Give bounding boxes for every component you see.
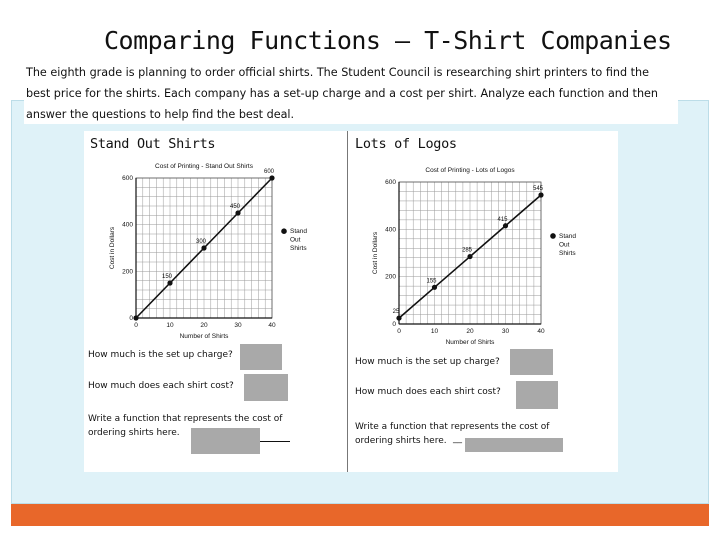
setup-charge-question: How much is the set up charge? xyxy=(355,357,500,367)
y-tick-label: 200 xyxy=(385,273,396,281)
per-shirt-question: How much does each shirt cost? xyxy=(88,381,234,391)
legend-label: Shirts xyxy=(290,245,307,253)
worksheet xyxy=(84,131,618,472)
data-point xyxy=(235,210,240,215)
worksheet-header xyxy=(24,18,678,124)
data-label: 450 xyxy=(229,204,241,210)
function-question: Write a function that represents the cost of ordering shirts here. xyxy=(88,414,283,438)
data-point xyxy=(167,280,172,285)
data-label: 300 xyxy=(195,239,207,245)
company-name: Lots of Logos xyxy=(355,136,457,152)
y-tick-label: 200 xyxy=(122,268,133,276)
data-label: 285 xyxy=(461,247,473,254)
x-tick-label: 40 xyxy=(268,322,276,329)
chart-title: Cost of Printing - Stand Out Shirts xyxy=(155,163,253,170)
data-point xyxy=(467,254,472,259)
y-tick-label: 600 xyxy=(122,175,133,182)
per-shirt-answer xyxy=(516,381,558,409)
answer-line xyxy=(260,441,290,442)
x-tick-label: 10 xyxy=(166,322,174,329)
data-label: 415 xyxy=(497,216,508,223)
data-point xyxy=(269,175,274,180)
legend-marker xyxy=(281,228,287,234)
y-tick-label: 0 xyxy=(392,321,396,328)
y-axis-label: Cost in Dollars xyxy=(372,231,379,275)
function-underscore: __ xyxy=(453,434,462,444)
function-question: Write a function that represents the cost of ordering shirts here. xyxy=(355,422,550,446)
x-tick-label: 20 xyxy=(466,328,474,335)
legend-label: Out xyxy=(290,236,301,244)
setup-charge-answer xyxy=(510,349,553,375)
data-point xyxy=(432,285,437,290)
legend-label: Out xyxy=(559,241,570,249)
data-label: 25 xyxy=(392,309,400,316)
y-axis-label: Cost in Dollars xyxy=(109,226,116,270)
setup-charge-question: How much is the set up charge? xyxy=(88,350,233,360)
data-point xyxy=(133,315,138,320)
company-name: Stand Out Shirts xyxy=(90,136,216,152)
x-tick-label: 20 xyxy=(200,322,208,329)
x-tick-label: 0 xyxy=(134,322,138,329)
data-label: 150 xyxy=(161,274,173,280)
x-axis-label: Number of Shirts xyxy=(445,339,495,346)
x-tick-label: 30 xyxy=(234,322,242,329)
data-point xyxy=(396,315,401,320)
setup-charge-answer xyxy=(240,344,282,370)
y-tick-label: 400 xyxy=(122,221,133,229)
y-tick-label: 0 xyxy=(129,315,133,322)
per-shirt-question: How much does each shirt cost? xyxy=(355,387,501,397)
chart-title: Cost of Printing - Lots of Logos xyxy=(425,167,515,174)
y-tick-label: 400 xyxy=(385,226,396,234)
panel-lots-of-logos xyxy=(349,131,618,472)
x-tick-label: 0 xyxy=(397,328,401,335)
data-point xyxy=(201,245,206,250)
intro-text: The eighth grade is planning to order official shirts. The Student Council is researching shirt printers to find the best price for the shirts. Each company has a set-up charge and a cost per shirt. Analyze each function and then answer the questions to help find the best deal. xyxy=(26,66,659,121)
panel-stand-out-shirts xyxy=(84,131,348,472)
function-answer xyxy=(191,428,260,454)
x-axis-label: Number of Shirts xyxy=(179,333,229,340)
data-label: 155 xyxy=(426,278,437,285)
legend-label: Stand xyxy=(290,228,307,236)
data-point xyxy=(538,192,543,197)
page-title: Comparing Functions – T-Shirt Companies xyxy=(104,26,672,55)
legend-label: Shirts xyxy=(559,249,576,257)
function-answer xyxy=(465,438,563,452)
x-tick-label: 40 xyxy=(537,328,545,335)
legend-label: Stand xyxy=(559,232,576,240)
chart-lots-of-logos xyxy=(349,149,618,364)
chart-stand-out-shirts xyxy=(84,149,348,364)
data-label: 545 xyxy=(532,186,544,193)
x-tick-label: 10 xyxy=(430,328,439,335)
per-shirt-answer xyxy=(244,374,288,401)
footer-bar xyxy=(11,504,709,526)
data-point xyxy=(503,223,508,228)
x-tick-label: 30 xyxy=(501,328,510,335)
y-tick-label: 600 xyxy=(385,179,396,186)
data-label: 600 xyxy=(263,169,275,175)
legend-marker xyxy=(550,233,556,239)
